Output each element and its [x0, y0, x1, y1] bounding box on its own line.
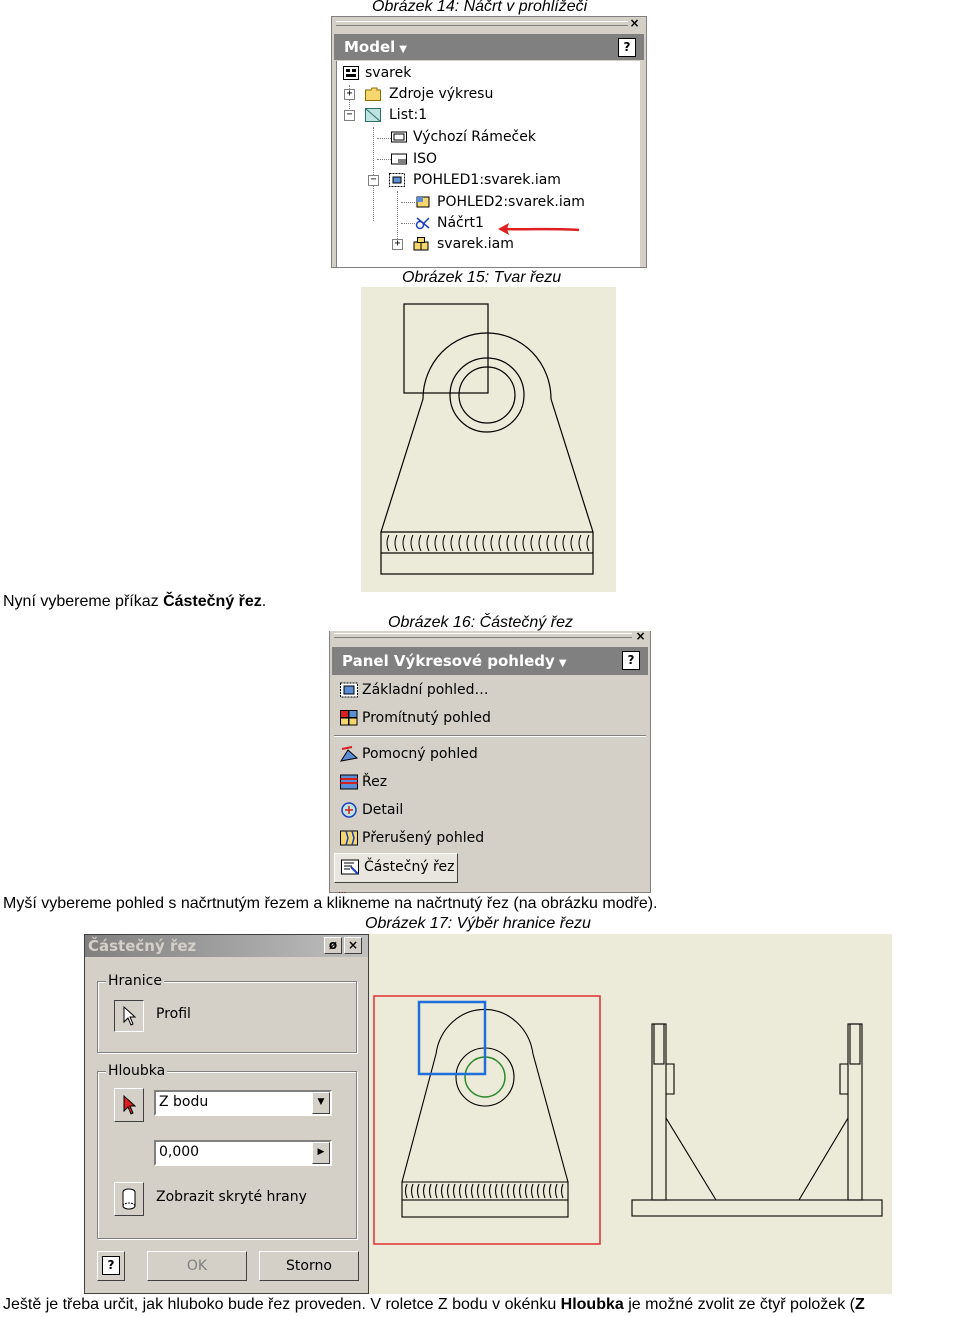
border-icon — [391, 130, 407, 144]
menu-item-partial-section[interactable] — [334, 853, 458, 883]
figure-14-caption: Obrázek 14: Náčrt v prohlížeči — [372, 0, 588, 15]
projected-view-icon — [340, 710, 358, 726]
drawing-views-header-label: Panel Výkresové pohledy — [342, 652, 555, 670]
view-icon — [389, 173, 405, 187]
depth-group-label: Hloubka — [108, 1063, 166, 1079]
help-button[interactable] — [97, 1251, 125, 1281]
model-header[interactable] — [334, 34, 644, 60]
paragraph-text: Ještě je třeba určit, jak hluboko bude řez proveden. V roletce Z bodu v okénku — [3, 1296, 561, 1313]
chevron-right-icon[interactable]: ▶ — [312, 1142, 330, 1164]
depth-mode-value: Z bodu — [159, 1094, 209, 1110]
chevron-down-icon[interactable]: ▼ — [312, 1092, 330, 1114]
menu-item-label: Promítnutý pohled — [362, 710, 491, 726]
boundary-group — [97, 973, 357, 1053]
sketched-section-boundary[interactable] — [419, 1002, 485, 1074]
menu-item-label: Základní pohled… — [362, 682, 489, 698]
menu-item-label: Detail — [362, 802, 404, 818]
chevron-down-icon[interactable]: ▼ — [558, 658, 567, 669]
assembly-icon — [413, 237, 429, 251]
cursor-arrow-icon — [122, 1006, 136, 1026]
menu-separator — [334, 735, 646, 737]
sheet-icon — [365, 108, 381, 122]
collapse-icon[interactable]: − — [368, 175, 379, 186]
figure-17-caption: Obrázek 17: Výběr hranice řezu — [365, 915, 591, 932]
tree-item-label: ISO — [413, 151, 438, 167]
panel-grip[interactable] — [334, 633, 632, 638]
section-shape-canvas — [361, 287, 616, 592]
drawing-views — [369, 934, 892, 1294]
help-icon: ? — [102, 1256, 120, 1275]
depth-group — [97, 1063, 357, 1239]
tree-connector — [401, 202, 415, 203]
drawing-views-header[interactable] — [332, 647, 648, 675]
sketch-icon — [415, 216, 431, 230]
tree-item-label: Výchozí Rámeček — [413, 129, 536, 145]
depth-value-input[interactable] — [154, 1140, 332, 1166]
profile-label: Profil — [156, 1006, 191, 1022]
menu-item-label: Přerušený pohled — [362, 830, 485, 846]
section-shape-drawing — [361, 287, 616, 592]
auxiliary-view-icon — [340, 746, 358, 762]
projected-view-icon — [415, 195, 431, 209]
chevron-down-icon[interactable]: ▼ — [399, 44, 407, 55]
selected-view-frame — [374, 996, 600, 1244]
paragraph-1 — [3, 593, 266, 611]
cursor-arrow-red-icon — [122, 1095, 136, 1115]
model-browser-panel — [331, 16, 647, 268]
title-block-icon — [391, 152, 407, 166]
paragraph-bold: Hloubka — [560, 1296, 624, 1313]
collapse-icon[interactable]: − — [344, 110, 355, 121]
hidden-edges-button[interactable] — [114, 1182, 144, 1216]
paragraph-bold: Částečný řez — [163, 593, 262, 610]
section-view-icon — [340, 774, 358, 790]
drawing-icon — [343, 66, 359, 80]
pin-icon[interactable]: ø — [324, 937, 342, 954]
panel-grip[interactable] — [336, 21, 628, 26]
menu-item-label: Částečný řez — [364, 859, 455, 875]
dialog-title: Částečný řez — [88, 937, 197, 955]
paragraph-text: . — [261, 593, 267, 610]
base-view-icon — [340, 682, 358, 698]
paragraph-3 — [3, 1296, 865, 1314]
tree-item-label: svarek.iam — [437, 236, 514, 252]
broken-view-icon — [340, 830, 358, 846]
side-view — [632, 1024, 882, 1216]
drawing-canvas — [369, 934, 892, 1294]
figure-15-caption: Obrázek 15: Tvar řezu — [402, 269, 562, 286]
tree-connector — [401, 223, 415, 224]
tree-item-label: POHLED1:svarek.iam — [413, 172, 561, 188]
close-icon[interactable]: × — [635, 629, 646, 643]
tree-item-label: Náčrt1 — [437, 215, 484, 231]
menu-item-label: Pomocný pohled — [362, 746, 478, 762]
weld-symbol — [387, 535, 589, 551]
depth-value: 0,000 — [159, 1144, 200, 1160]
ok-button[interactable]: OK — [147, 1251, 247, 1281]
expand-icon[interactable]: + — [344, 89, 355, 100]
paragraph-bold: Z — [854, 1296, 865, 1313]
partial-section-icon — [341, 859, 359, 875]
tree-item-label: Zdroje výkresu — [389, 86, 494, 102]
model-header-label: Model — [344, 38, 396, 56]
boundary-group-label: Hranice — [108, 973, 162, 989]
more-items-indicator[interactable]: ... — [338, 885, 347, 896]
tree-connector — [377, 138, 391, 139]
tree-connector — [397, 191, 398, 243]
partial-section-dialog — [84, 934, 369, 1294]
close-icon[interactable]: × — [629, 16, 640, 30]
tree-connector — [377, 159, 391, 160]
menu-item-label: Řez — [362, 774, 388, 790]
profile-select-button[interactable] — [114, 1000, 144, 1032]
close-icon[interactable]: × — [344, 937, 362, 954]
expand-icon[interactable]: + — [392, 239, 403, 250]
depth-point-button[interactable] — [114, 1088, 144, 1122]
detail-view-icon — [340, 802, 358, 818]
hidden-edges-label: Zobrazit skryté hrany — [156, 1189, 307, 1205]
paragraph-2: Myší vybereme pohled s načrtnutým řezem a klikneme na načrtnutý řez (na obrázku modře). — [3, 895, 658, 912]
tree-item-label: svarek — [365, 65, 412, 81]
folder-icon — [365, 87, 381, 101]
tree-item-label: List:1 — [389, 107, 428, 123]
cylinder-icon — [121, 1188, 137, 1210]
drawing-views-panel — [329, 629, 651, 896]
paragraph-text: je možné zvolit ze čtyř položek ( — [623, 1296, 855, 1313]
figure-16-caption: Obrázek 16: Částečný řez — [388, 614, 573, 631]
help-icon[interactable]: ? — [622, 651, 640, 670]
depth-mode-select[interactable] — [154, 1090, 332, 1116]
tree-item-label: POHLED2:svarek.iam — [437, 194, 585, 210]
help-icon[interactable]: ? — [618, 38, 636, 57]
model-tree — [336, 61, 640, 267]
paragraph-text: Nyní vybereme příkaz — [3, 593, 164, 610]
cancel-button[interactable]: Storno — [259, 1251, 359, 1281]
